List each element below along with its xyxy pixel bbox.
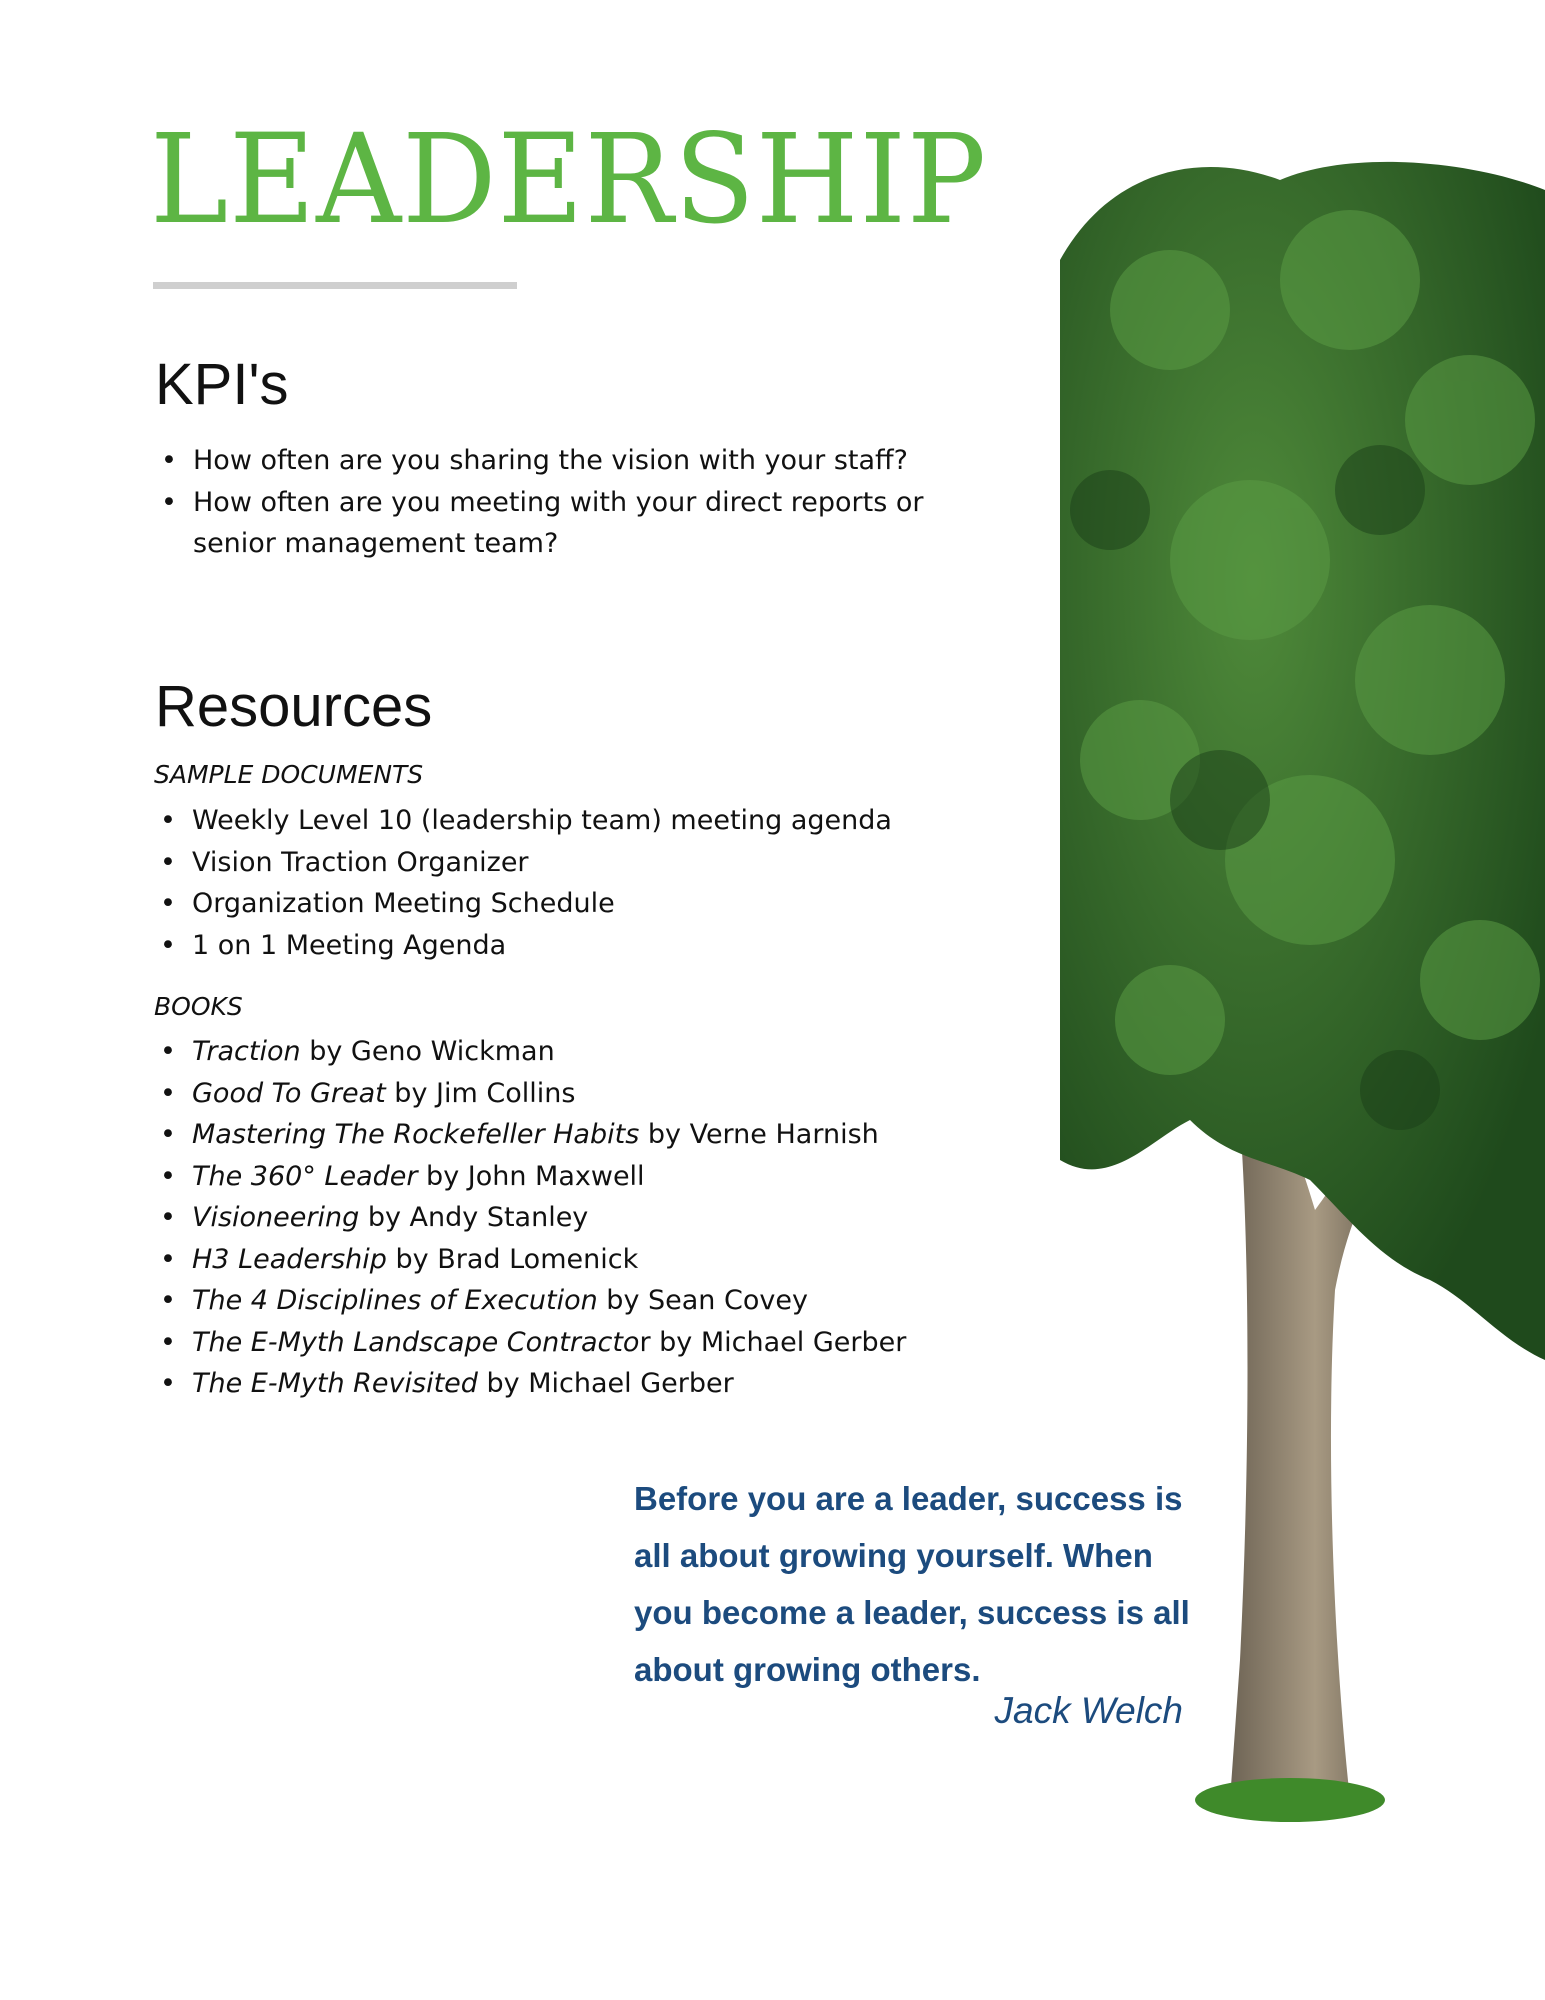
sample-documents-list bbox=[154, 800, 892, 966]
book-item bbox=[154, 1073, 906, 1115]
list-item: • 1 on 1 Meeting Agenda bbox=[154, 925, 892, 967]
page-title: LEADERSHIP bbox=[150, 108, 988, 252]
book-title: The 4 Disciplines of Execution bbox=[192, 1285, 598, 1316]
kpis-heading: KPI's bbox=[155, 352, 289, 417]
resources-heading: Resources bbox=[155, 674, 433, 739]
book-item bbox=[154, 1156, 906, 1198]
book-author: by Verne Harnish bbox=[639, 1119, 879, 1150]
book-item bbox=[154, 1239, 906, 1281]
book-author: by Michael Gerber bbox=[477, 1368, 734, 1399]
sample-documents-label: SAMPLE DOCUMENTS bbox=[154, 760, 424, 789]
book-title: Traction bbox=[192, 1036, 301, 1067]
book-item bbox=[154, 1363, 906, 1405]
book-title: H3 Leadership bbox=[192, 1243, 387, 1275]
list-item: • Vision Traction Organizer bbox=[154, 842, 892, 884]
book-title: Mastering The Rockefeller Habits bbox=[192, 1119, 640, 1150]
list-item: • How often are you sharing the vision with your staff? bbox=[155, 440, 1035, 482]
list-item: • Organization Meeting Schedule bbox=[154, 883, 892, 925]
books-list bbox=[154, 1031, 906, 1405]
book-item bbox=[154, 1031, 906, 1073]
books-label: BOOKS bbox=[154, 992, 243, 1021]
book-author: by Sean Covey bbox=[597, 1285, 808, 1316]
book-item bbox=[154, 1197, 906, 1239]
book-item bbox=[154, 1280, 906, 1322]
book-title: The E-Myth Revisited bbox=[192, 1368, 478, 1399]
book-author: by John Maxwell bbox=[417, 1160, 645, 1192]
quote-author: Jack Welch bbox=[994, 1690, 1183, 1731]
book-title: The E-Myth Landscape Contracto bbox=[192, 1326, 640, 1358]
title-divider bbox=[153, 282, 517, 289]
book-item bbox=[154, 1114, 906, 1156]
book-author: r by Michael Gerber bbox=[639, 1326, 907, 1358]
list-item: • Weekly Level 10 (leadership team) meeting agenda bbox=[154, 800, 892, 842]
book-item bbox=[154, 1322, 906, 1364]
book-title: The 360° Leader bbox=[192, 1160, 418, 1192]
book-author: by Andy Stanley bbox=[359, 1202, 589, 1233]
kpi-list bbox=[155, 440, 1035, 565]
book-title: Visioneering bbox=[192, 1202, 360, 1233]
book-author: by Brad Lomenick bbox=[386, 1243, 639, 1275]
list-item: • How often are you meeting with your direct reports or senior management team? bbox=[155, 482, 983, 565]
book-author: by Jim Collins bbox=[385, 1077, 576, 1109]
book-title: Good To Great bbox=[192, 1077, 386, 1109]
quote-text: Before you are a leader, success is all about growing yourself. When you become a leader, success is all about growing others. bbox=[634, 1480, 1190, 1688]
book-author: by Geno Wickman bbox=[300, 1036, 555, 1067]
